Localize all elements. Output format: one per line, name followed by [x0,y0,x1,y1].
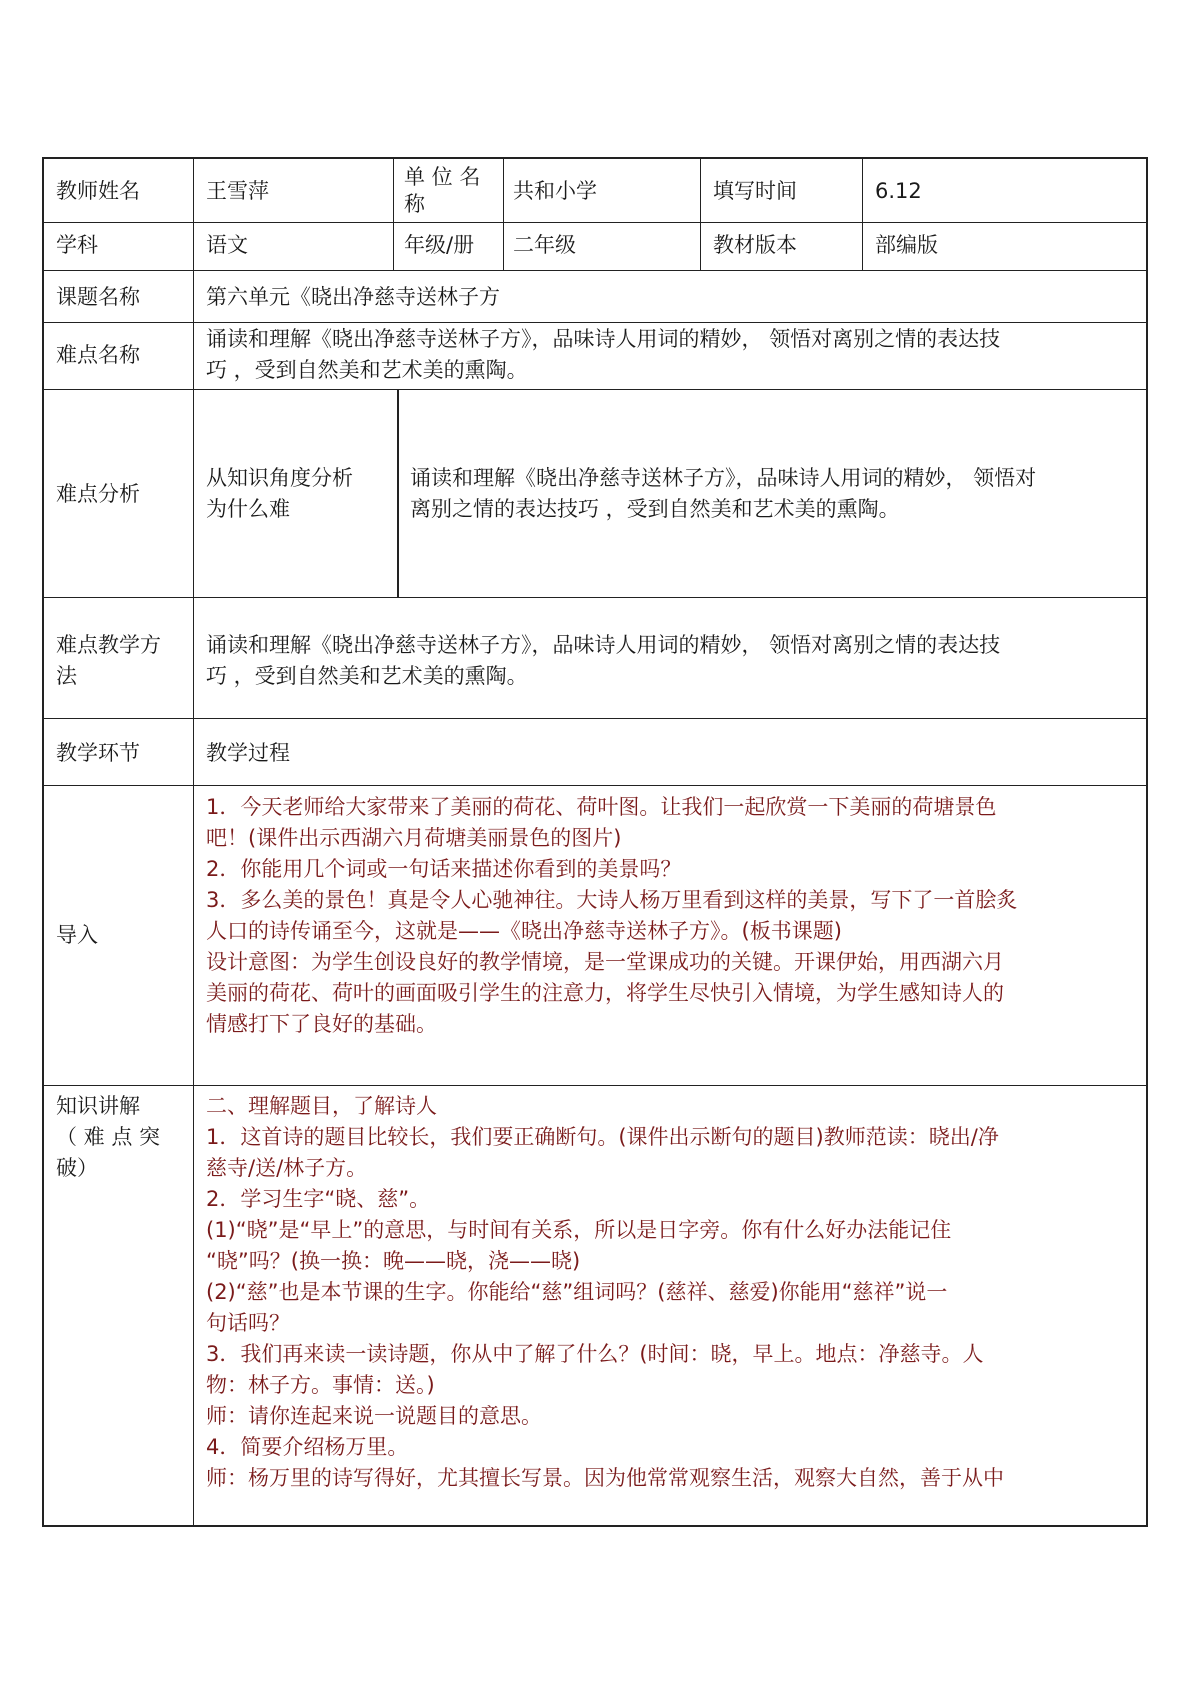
method-label-line: 法 [56,664,77,688]
method-label-line: 难点教学方 [56,633,161,657]
fill-date-value: 6.12 [875,179,922,203]
intro-line: 人口的诗传诵至今，这就是——《晓出净慈寺送林子方》。(板书课题) [206,919,842,943]
row-divider [42,785,1148,786]
column-divider [700,157,701,270]
row-divider [42,597,1148,598]
knowledge-line: (2)“慈”也是本节课的生字。你能给“慈”组词吗？(慈祥、慈爱)你能用“慈祥”说一 [206,1280,948,1304]
difficulty-line: 巧 ，受到自然美和艺术美的熏陶。 [206,358,528,382]
method-line: 诵读和理解《晓出净慈寺送林子方》，品味诗人用词的精妙， 领悟对离别之情的表达技 [206,633,1001,657]
edition-value: 部编版 [875,233,938,257]
knowledge-line: 师：杨万里的诗写得好，尤其擅长写景。因为他常常观察生活，观察大自然，善于从中 [206,1466,1004,1490]
subject-label: 学科 [56,233,98,257]
column-divider [397,389,399,597]
knowledge-line: 师：请你连起来说一说题目的意思。 [206,1404,542,1428]
row-divider [42,718,1148,719]
difficulty-line: 诵读和理解《晓出净慈寺送林子方》，品味诗人用词的精妙， 领悟对离别之情的表达技 [206,327,1001,351]
intro-line: 1．今天老师给大家带来了美丽的荷花、荷叶图。让我们一起欣赏一下美丽的荷塘景色 [206,795,997,819]
method-value [206,630,1141,692]
row-divider [42,322,1148,323]
unit-name-label-line1: 单 位 名 [404,165,481,189]
unit-name-value: 共和小学 [513,179,597,203]
teacher-name-value: 王雪萍 [206,179,269,203]
row-divider [42,222,1148,223]
knowledge-line: 句话吗？ [206,1311,290,1335]
grade-value: 二年级 [513,233,576,257]
intro-line: 3．多么美的景色！真是令人心驰神往。大诗人杨万里看到这样的美景，写下了一首脍炙 [206,888,1018,912]
teacher-name-label: 教师姓名 [56,179,140,203]
edition-label: 教材版本 [713,233,797,257]
analysis-label: 难点分析 [56,482,140,506]
knowledge-line: “晓”吗？(换一换：晚——晓，浇——晓) [206,1249,581,1273]
intro-line: 美丽的荷花、荷叶的画面吸引学生的注意力，将学生尽快引入情境，为学生感知诗人的 [206,981,1004,1005]
subject-value: 语文 [206,233,248,257]
knowledge-line: 二、理解题目，了解诗人 [206,1094,437,1118]
row-divider [42,270,1148,271]
fill-date-label: 填写时间 [713,179,797,203]
row-divider [42,1085,1148,1086]
method-line: 巧 ，受到自然美和艺术美的熏陶。 [206,664,528,688]
topic-value: 第六单元《晓出净慈寺送林子方 [206,285,500,309]
knowledge-line: (1)“晓”是“早上”的意思，与时间有关系，所以是日字旁。你有什么好办法能记住 [206,1218,952,1242]
column-divider [193,157,194,1527]
analysis-sub-label [206,463,391,525]
intro-line: 情感打下了良好的基础。 [206,1012,437,1036]
knowledge-line: 3．我们再来读一读诗题，你从中了解了什么？(时间：晓，早上。地点：净慈寺。人 [206,1342,984,1366]
topic-label: 课题名称 [56,285,140,309]
intro-label: 导入 [56,923,98,947]
column-divider [393,157,394,270]
row-divider [42,389,1148,390]
knowledge-label-line: 破） [56,1156,98,1180]
process-header: 教学过程 [206,741,290,765]
difficulty-label: 难点名称 [56,343,140,367]
stage-header: 教学环节 [56,741,140,765]
knowledge-line: 物：林子方。事情：送。) [206,1373,435,1397]
knowledge-content [206,1091,1141,1494]
column-divider [862,157,863,270]
intro-content [206,792,1141,1040]
grade-label: 年级/册 [404,233,475,257]
analysis-value [410,463,1145,525]
knowledge-label-line: （ 难 点 突 [56,1125,161,1149]
column-divider [503,157,504,270]
unit-name-label-line2: 称 [404,192,425,216]
unit-name-label [404,162,499,220]
analysis-sub-label-line: 为什么难 [206,497,290,521]
knowledge-line: 慈寺/送/林子方。 [206,1156,368,1180]
intro-line: 吧！(课件出示西湖六月荷塘美丽景色的图片) [206,826,622,850]
knowledge-label-line: 知识讲解 [56,1094,140,1118]
analysis-line: 离别之情的表达技巧 ，受到自然美和艺术美的熏陶。 [410,497,900,521]
knowledge-label [56,1091,186,1184]
intro-line: 2．你能用几个词或一句话来描述你看到的美景吗？ [206,857,682,881]
method-label [56,630,186,692]
analysis-line: 诵读和理解《晓出净慈寺送林子方》，品味诗人用词的精妙， 领悟对 [410,466,1037,490]
knowledge-line: 2．学习生字“晓、慈”。 [206,1187,431,1211]
knowledge-line: 1．这首诗的题目比较长，我们要正确断句。(课件出示断句的题目)教师范读：晓出/净 [206,1125,999,1149]
knowledge-line: 4．简要介绍杨万里。 [206,1435,409,1459]
analysis-sub-label-line: 从知识角度分析 [206,466,353,490]
intro-line: 设计意图：为学生创设良好的教学情境，是一堂课成功的关键。开课伊始，用西湖六月 [206,950,1004,974]
difficulty-value [206,324,1141,386]
